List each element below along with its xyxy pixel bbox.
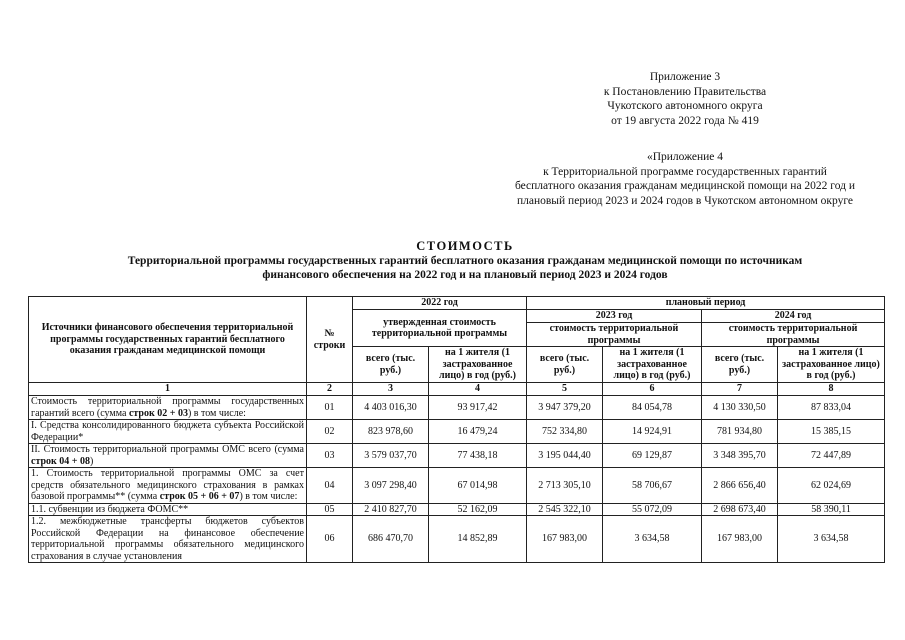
cost-table bbox=[28, 296, 885, 563]
header-cost-2024: стоимость территориальной программы bbox=[702, 323, 885, 347]
row-source-label: 1.1. субвенции из бюджета ФОМС** bbox=[29, 503, 307, 516]
row-source-label: 1.2. межбюджетные трансферты бюджетов субъектов Российской Федерации на финансовое обеспечение территориальной программы обязательного медицинского страхования в случае установления bbox=[29, 516, 307, 563]
value-cell: 3 634,58 bbox=[778, 516, 885, 563]
value-cell: 2 713 305,10 bbox=[527, 468, 603, 504]
header-planned-period: плановый период bbox=[527, 297, 885, 310]
value-cell: 2 545 322,10 bbox=[527, 503, 603, 516]
value-cell: 58 390,11 bbox=[778, 503, 885, 516]
appendix-3-line: Чукотского автономного округа bbox=[607, 100, 763, 112]
row-source-label: II. Стоимость территориальной программы ОМС всего (сумма строк 04 + 08) bbox=[29, 444, 307, 468]
header-row-number: № строки bbox=[307, 297, 353, 383]
value-cell: 62 024,69 bbox=[778, 468, 885, 504]
table-row bbox=[29, 516, 885, 563]
value-cell: 67 014,98 bbox=[429, 468, 527, 504]
title-main: СТОИМОСТЬ bbox=[416, 239, 514, 253]
header-total: всего (тыс. руб.) bbox=[353, 347, 429, 383]
table-row bbox=[29, 468, 885, 504]
value-cell: 69 129,87 bbox=[603, 444, 702, 468]
value-cell: 87 833,04 bbox=[778, 396, 885, 420]
column-number: 7 bbox=[702, 383, 778, 396]
value-cell: 823 978,60 bbox=[353, 420, 429, 444]
header-per-capita: на 1 жителя (1 застрахованное лицо) в год (руб.) bbox=[778, 347, 885, 383]
document-title bbox=[40, 238, 890, 282]
header-year-2023: 2023 год bbox=[527, 310, 702, 323]
value-cell: 16 479,24 bbox=[429, 420, 527, 444]
header-approved-cost: утвержденная стоимость территориальной программы bbox=[353, 310, 527, 347]
header-source: Источники финансового обеспечения территориальной программы государственных гарантий бесплатного оказания гражданам медицинской помощи bbox=[29, 297, 307, 383]
header-total: всего (тыс. руб.) bbox=[527, 347, 603, 383]
column-number-row bbox=[29, 383, 885, 396]
appendix-3-line: Приложение 3 bbox=[649, 71, 721, 83]
appendix-4-header bbox=[470, 150, 900, 208]
row-code: 01 bbox=[307, 396, 353, 420]
value-cell: 781 934,80 bbox=[702, 420, 778, 444]
column-number: 2 bbox=[307, 383, 353, 396]
value-cell: 2 698 673,40 bbox=[702, 503, 778, 516]
appendix-4-line: плановый период 2023 и 2024 годов в Чукотском автономном округе bbox=[516, 194, 854, 207]
appendix-4-line: «Приложение 4 bbox=[646, 151, 724, 163]
header-per-capita: на 1 жителя (1 застрахованное лицо) в год (руб.) bbox=[429, 347, 527, 383]
column-number: 1 bbox=[29, 383, 307, 396]
appendix-3-date-line: от 19 августа 2022 года № 419 bbox=[611, 114, 759, 127]
column-number: 8 bbox=[778, 383, 885, 396]
column-number: 5 bbox=[527, 383, 603, 396]
appendix-4-line: бесплатного оказания гражданам медицинской помощи на 2022 год и bbox=[514, 180, 856, 192]
column-number: 4 bbox=[429, 383, 527, 396]
header-year-2024: 2024 год bbox=[702, 310, 885, 323]
value-cell: 77 438,18 bbox=[429, 444, 527, 468]
value-cell: 3 348 395,70 bbox=[702, 444, 778, 468]
table-row bbox=[29, 444, 885, 468]
value-cell: 2 866 656,40 bbox=[702, 468, 778, 504]
row-source-label: Стоимость территориальной программы государственных гарантий всего (сумма строк 02 + 03) в том числе: bbox=[29, 396, 307, 420]
row-code: 06 bbox=[307, 516, 353, 563]
column-number: 6 bbox=[603, 383, 702, 396]
row-code: 03 bbox=[307, 444, 353, 468]
table-row bbox=[29, 503, 885, 516]
title-line: финансового обеспечения на 2022 год и на плановый период 2023 и 2024 годов bbox=[262, 269, 668, 281]
column-number: 3 bbox=[353, 383, 429, 396]
value-cell: 4 403 016,30 bbox=[353, 396, 429, 420]
appendix-4-line: к Территориальной программе государственных гарантий bbox=[543, 165, 827, 178]
value-cell: 3 579 037,70 bbox=[353, 444, 429, 468]
appendix-3-line: к Постановлению Правительства bbox=[603, 85, 767, 98]
value-cell: 3 195 044,40 bbox=[527, 444, 603, 468]
header-total: всего (тыс. руб.) bbox=[702, 347, 778, 383]
appendix-3-header bbox=[560, 70, 810, 128]
value-cell: 72 447,89 bbox=[778, 444, 885, 468]
value-cell: 14 924,91 bbox=[603, 420, 702, 444]
value-cell: 55 072,09 bbox=[603, 503, 702, 516]
table-row bbox=[29, 420, 885, 444]
row-source-label: 1. Стоимость территориальной программы ОМС за счет средств обязательного медицинского страхования в рамках базовой программы** (сумма строк 05 + 06 + 07) в том числе: bbox=[29, 468, 307, 504]
value-cell: 93 917,42 bbox=[429, 396, 527, 420]
value-cell: 686 470,70 bbox=[353, 516, 429, 563]
value-cell: 752 334,80 bbox=[527, 420, 603, 444]
value-cell: 14 852,89 bbox=[429, 516, 527, 563]
value-cell: 84 054,78 bbox=[603, 396, 702, 420]
title-line: Территориальной программы государственных гарантий бесплатного оказания гражданам медицинской помощи по источникам bbox=[127, 255, 803, 267]
value-cell: 52 162,09 bbox=[429, 503, 527, 516]
value-cell: 3 947 379,20 bbox=[527, 396, 603, 420]
value-cell: 3 634,58 bbox=[603, 516, 702, 563]
header-cost-2023: стоимость территориальной программы bbox=[527, 323, 702, 347]
value-cell: 167 983,00 bbox=[702, 516, 778, 563]
header-per-capita: на 1 жителя (1 застрахованное лицо) в год (руб.) bbox=[603, 347, 702, 383]
row-code: 02 bbox=[307, 420, 353, 444]
value-cell: 15 385,15 bbox=[778, 420, 885, 444]
table-row bbox=[29, 396, 885, 420]
value-cell: 4 130 330,50 bbox=[702, 396, 778, 420]
value-cell: 167 983,00 bbox=[527, 516, 603, 563]
value-cell: 2 410 827,70 bbox=[353, 503, 429, 516]
value-cell: 58 706,67 bbox=[603, 468, 702, 504]
header-year-2022: 2022 год bbox=[353, 297, 527, 310]
value-cell: 3 097 298,40 bbox=[353, 468, 429, 504]
row-code: 05 bbox=[307, 503, 353, 516]
row-source-label: I. Средства консолидированного бюджета субъекта Российской Федерации* bbox=[29, 420, 307, 444]
row-code: 04 bbox=[307, 468, 353, 504]
